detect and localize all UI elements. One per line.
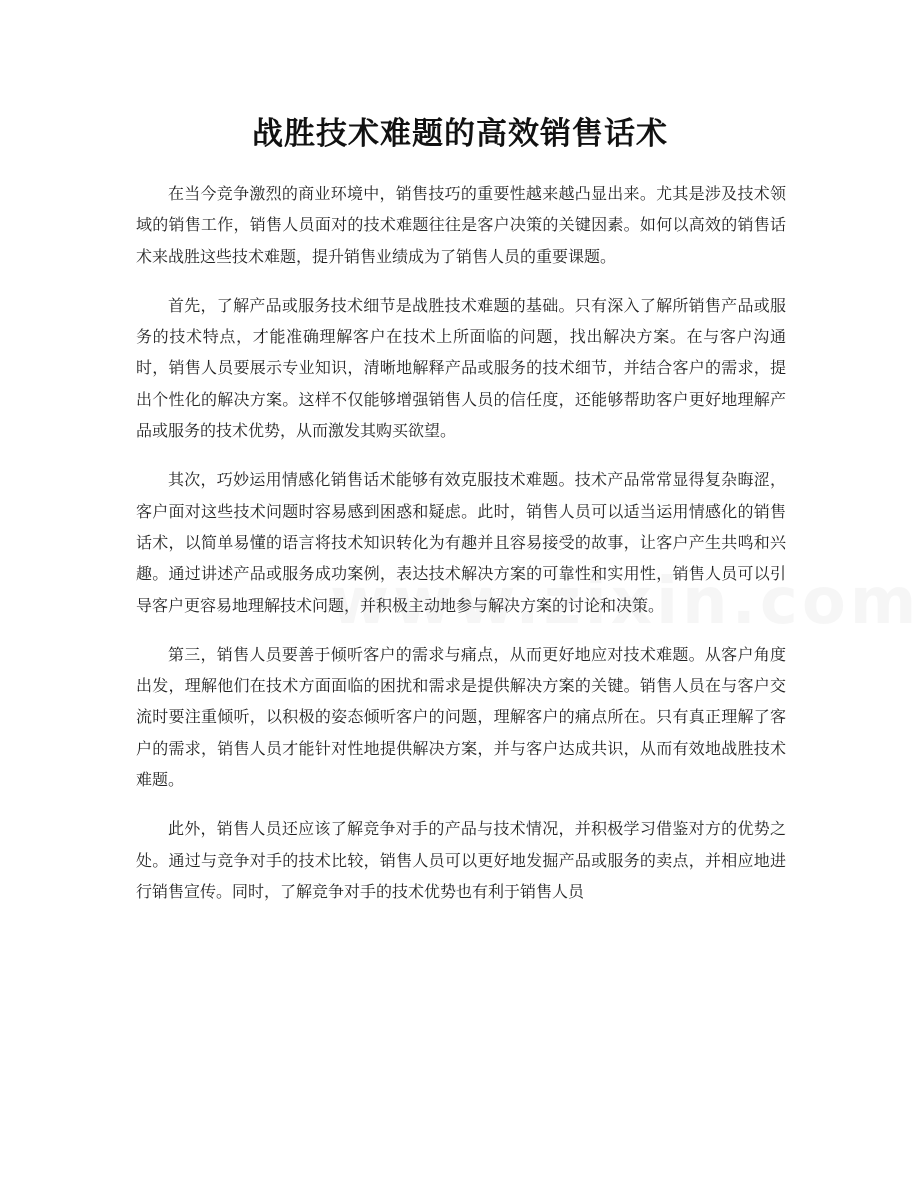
- paragraph-1: 在当今竞争激烈的商业环境中，销售技巧的重要性越来越凸显出来。尤其是涉及技术领域的销售工作，销售人员面对的技术难题往往是客户决策的关键因素。如何以高效的销售话术来战胜这些技术难题，提升销售业绩成为了销售人员的重要课题。: [136, 184, 786, 266]
- document-body: [136, 178, 786, 925]
- paragraph-2: 首先，了解产品或服务技术细节是战胜技术难题的基础。只有深入了解所销售产品或服务的技术特点，才能准确理解客户在技术上所面临的问题，找出解决方案。在与客户沟通时，销售人员要展示专业知识，清晰地解释产品或服务的技术细节，并结合客户的需求，提出个性化的解决方案。这样不仅能够增强销售人员的信任度，还能够帮助客户更好地理解产品或服务的技术优势，从而激发其购买欲望。: [136, 295, 786, 441]
- paragraph-5: 此外，销售人员还应该了解竞争对手的产品与技术情况，并积极学习借鉴对方的优势之处。通过与竞争对手的技术比较，销售人员可以更好地发掘产品或服务的卖点，并相应地进行销售宣传。同时，了解竞争对手的技术优势也有利于销售人员: [136, 819, 786, 901]
- page-title: 战胜技术难题的高效销售话术: [252, 116, 668, 152]
- paragraph-4: 第三，销售人员要善于倾听客户的需求与痛点，从而更好地应对技术难题。从客户角度出发，理解他们在技术方面面临的困扰和需求是提供解决方案的关键。销售人员在与客户交流时要注重倾听，以积极的姿态倾听客户的问题，理解客户的痛点所在。只有真正理解了客户的需求，销售人员才能针对性地提供解决方案，并与客户达成共识，从而有效地战胜技术难题。: [136, 644, 786, 790]
- paragraph-3: 其次，巧妙运用情感化销售话术能够有效克服技术难题。技术产品常常显得复杂晦涩，客户面对这些技术问题时容易感到困惑和疑虑。此时，销售人员可以适当运用情感化的销售话术，以简单易懂的语言将技术知识转化为有趣并且容易接受的故事，让客户产生共鸣和兴趣。通过讲述产品或服务成功案例，表达技术解决方案的可靠性和实用性，销售人员可以引导客户更容易地理解技术问题，并积极主动地参与解决方案的讨论和决策。: [136, 470, 786, 615]
